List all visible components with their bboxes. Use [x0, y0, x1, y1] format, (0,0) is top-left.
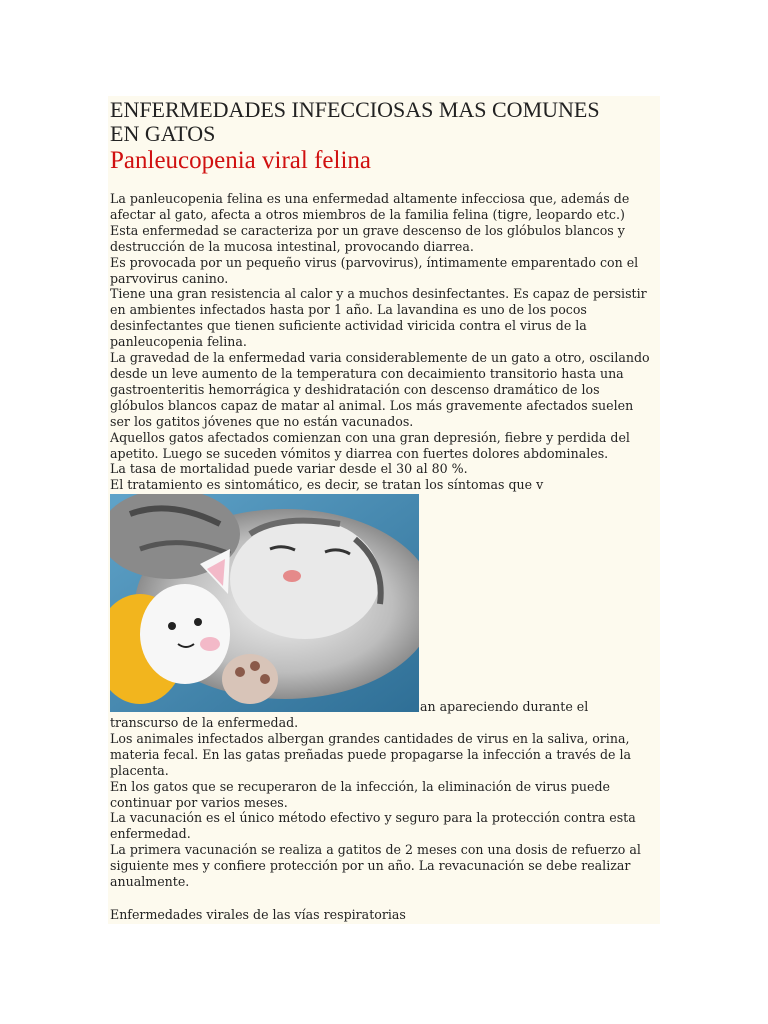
body-text-line: desde un leve aumento de la temperatura con decaimiento transitorio hasta una [110, 365, 624, 381]
inline-continuation-text: an apareciendo durante el [420, 699, 589, 714]
kitten-photo [110, 494, 419, 712]
page-title [110, 98, 658, 146]
page-title-line-1: ENFERMEDADES INFECCIOSAS MAS COMUNES [110, 97, 600, 122]
body-text-line: afectar al gato, afecta a otros miembros de la familia felina (tigre, leopardo etc.) [110, 206, 625, 222]
body-text-line: transcurso de la enfermedad. [110, 715, 299, 730]
body-text-line: anualmente. [110, 874, 190, 890]
body-text-line: panleucopenia felina. [110, 334, 247, 350]
body-text-line: en ambientes infectados hasta por 1 año. La lavandina es uno de los pocos [110, 302, 587, 318]
body-text-line: gastroenteritis hemorrágica y deshidratación con descenso dramático de los [110, 381, 600, 397]
body-text-line: apetito. Luego se suceden vómitos y diarrea con fuertes dolores abdominales. [110, 445, 609, 461]
body-text-line: Aquellos gatos afectados comienzan con una gran depresión, fiebre y perdida del [110, 429, 630, 445]
body-text-line: enfermedad. [110, 826, 191, 842]
body-text-line: materia fecal. En las gatas preñadas puede propagarse la infección a través de la [110, 746, 632, 762]
next-section-heading: Enfermedades virales de las vías respiratorias [110, 907, 406, 922]
body-text-line: Es provocada por un pequeño virus (parvovirus), íntimamente emparentado con el [110, 254, 639, 270]
body-text-line: placenta. [110, 762, 169, 778]
body-text-line: En los gatos que se recuperaron de la infección, la eliminación de virus puede [110, 778, 610, 794]
body-text-line: ser los gatitos jóvenes que no están vacunados. [110, 413, 414, 429]
section-subtitle: Panleucopenia viral felina [110, 147, 371, 174]
kitten-with-plush-toy-image [110, 494, 419, 712]
body-text-line: Tiene una gran resistencia al calor y a muchos desinfectantes. Es capaz de persistir [110, 286, 647, 302]
body-text-line: La tasa de mortalidad puede variar desde el 30 al 80 %. [110, 461, 468, 477]
body-text-line: La vacunación es el único método efectivo y seguro para la protección contra esta [110, 810, 636, 826]
body-text-line: El tratamiento es sintomático, es decir, se tratan los síntomas que v [110, 477, 544, 493]
intro-paragraphs [110, 191, 658, 493]
body-text-line: destrucción de la mucosa intestinal, provocando diarrea. [110, 238, 474, 254]
body-text-line: siguiente mes y confiere protección por un año. La revacunación se debe realizar [110, 858, 631, 874]
closing-paragraphs [110, 715, 658, 890]
body-text-line: continuar por varios meses. [110, 794, 288, 810]
body-text-line: La primera vacunación se realiza a gatitos de 2 meses con una dosis de refuerzo al [110, 842, 641, 858]
body-text-line: glóbulos blancos capaz de matar al animal. Los más gravemente afectados suelen [110, 397, 634, 413]
body-text-line: parvovirus canino. [110, 270, 229, 286]
body-text-line: La panleucopenia felina es una enfermedad altamente infecciosa que, además de [110, 191, 630, 206]
body-text-line: Los animales infectados albergan grandes cantidades de virus en la saliva, orina, [110, 730, 630, 746]
body-text-line: Esta enfermedad se caracteriza por un grave descenso de los glóbulos blancos y [110, 222, 625, 238]
body-text-line: desinfectantes que tienen suficiente actividad viricida contra el virus de la [110, 318, 587, 334]
body-text-line: La gravedad de la enfermedad varia considerablemente de un gato a otro, oscilando [110, 350, 650, 366]
page-title-line-2: EN GATOS [110, 121, 216, 146]
